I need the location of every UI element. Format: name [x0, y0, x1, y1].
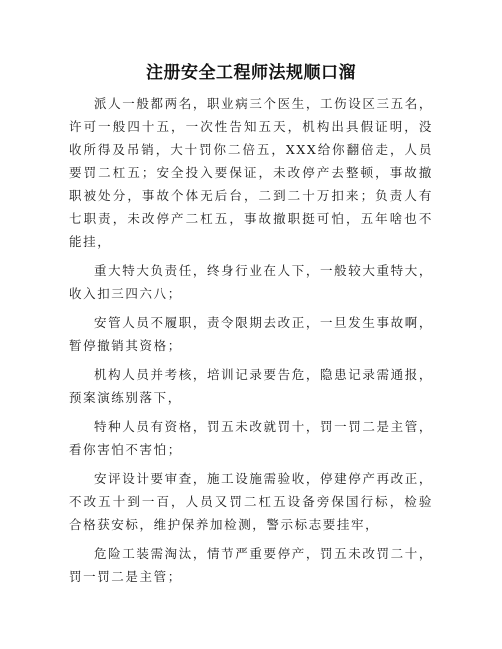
- paragraph: 重大特大负责任，终身行业在人下，一般较大重特大，收入扣三四六八；: [69, 263, 433, 301]
- document-body: [69, 92, 433, 594]
- paragraph: 安评设计要审查，施工设施需验收，停建停产再改正，不改五十到一百，人员又罚二杠五设备旁保国行标，检验合格获安标，维护保养加检测，警示标志要挂牢，: [69, 471, 433, 532]
- paragraph: 机构人员并考核，培训记录要告危，隐患记录需通报，预案演练别落下，: [69, 367, 433, 405]
- paragraph: 派人一般都两名，职业病三个医生，工伤设区三五名，许可一般四十五，一次性告知五天，机构出具假证明，没收所得及吊销，大十罚你二倍五，XXX给你翻倍走，人员要罚二杠五；安全投入要保证，未改停产去整顿，事故撤职被处分，事故个体无后台，二到二十万扣来；负责人有七职责，未改停产二杠五，事故撤职挺可怕，五年啥也不能挂，: [69, 96, 433, 249]
- paragraph: 特种人员有资格，罚五未改就罚十，罚一罚二是主管，看你害怕不害怕；: [69, 419, 433, 457]
- paragraph: 安管人员不履职，责令限期去改正，一旦发生事故啊，暂停撤销其资格；: [69, 315, 433, 353]
- paragraph: 危险工装需淘汰，情节严重要停产，罚五未改罚二十，罚一罚二是主管；: [69, 546, 433, 584]
- document-title: 注册安全工程师法规顺口溜: [146, 63, 356, 83]
